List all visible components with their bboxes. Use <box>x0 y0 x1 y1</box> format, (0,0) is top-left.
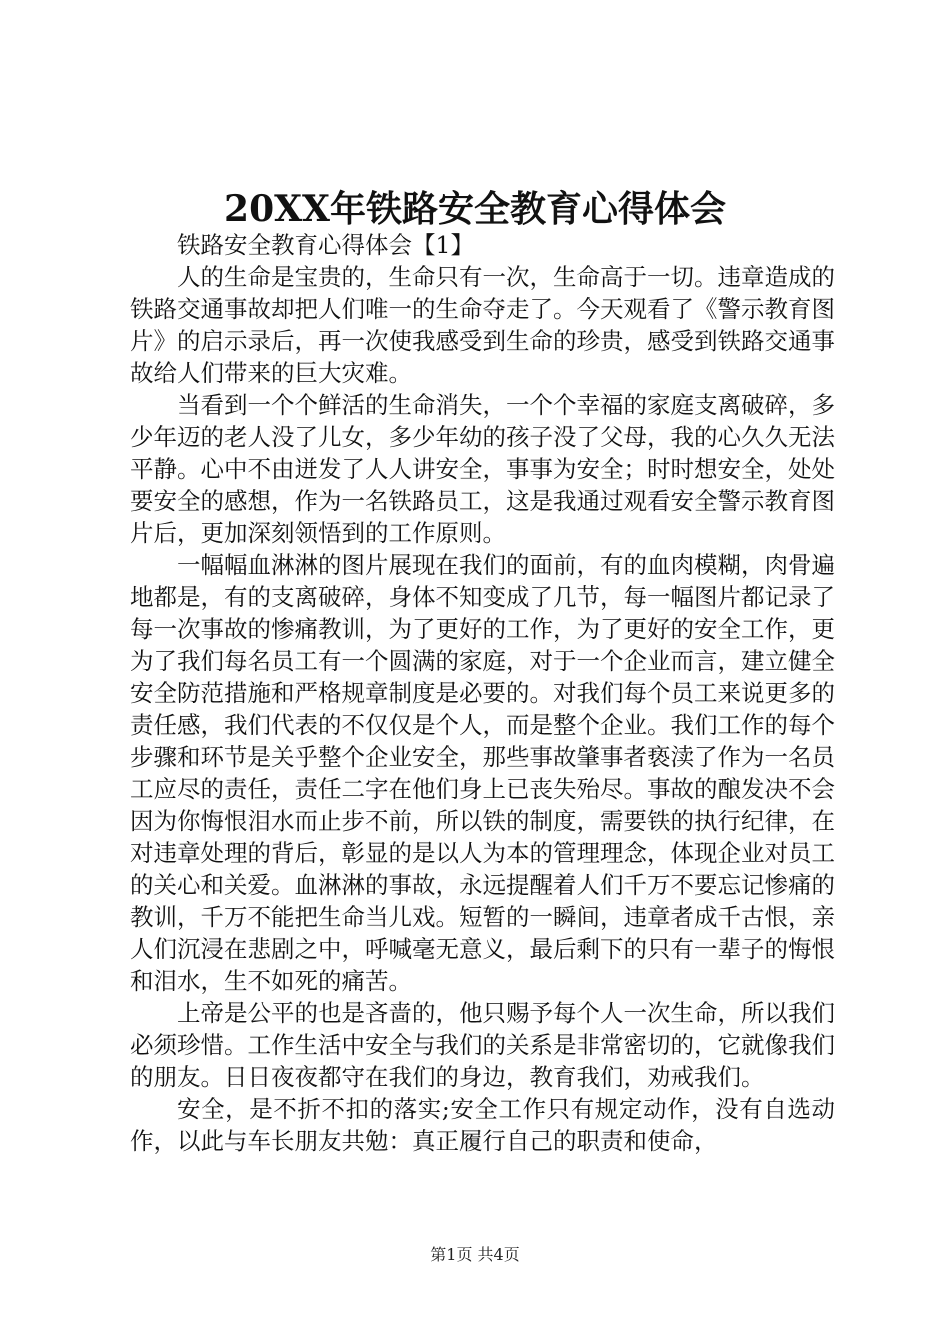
section-heading: 铁路安全教育心得体会【1】 <box>177 231 474 259</box>
paragraph: 当看到一个个鲜活的生命消失，一个个幸福的家庭支离破碎，多少年迈的老人没了儿女，多少年幼的孩子没了父母，我的心久久无法平静。心中不由迸发了人人讲安全，事事为安全；时时想安全，处处要安全的感想，作为一名铁路员工，这是我通过观看安全警示教育图片后，更加深刻领悟到的工作原则。 <box>130 391 835 547</box>
page-number-footer: 第1页 共4页 <box>430 1245 520 1264</box>
paragraph: 人的生命是宝贵的，生命只有一次，生命高于一切。违章造成的铁路交通事故却把人们唯一的生命夺走了。今天观看了《警示教育图片》的启示录后，再一次使我感受到生命的珍贵，感受到铁路交通事故给人们带来的巨大灾难。 <box>130 263 835 387</box>
paragraph: 一幅幅血淋淋的图片展现在我们的面前，有的血肉模糊，肉骨遍地都是，有的支离破碎，身体不知变成了几节，每一幅图片都记录了每一次事故的惨痛教训，为了更好的工作，为了更好的安全工作，更为了我们每名员工有一个圆满的家庭，对于一个企业而言，建立健全安全防范措施和严格规章制度是必要的。对我们每个员工来说更多的责任感，我们代表的不仅仅是个人，而是整个企业。我们工作的每个步骤和环节是关乎整个企业安全，那些事故肇事者亵渎了作为一名员工应尽的责任，责任二字在他们身上已丧失殆尽。事故的酿发决不会因为你悔恨泪水而止步不前，所以铁的制度，需要铁的执行纪律，在对违章处理的背后，彰显的是以人为本的管理理念，体现企业对员工的关心和关爱。血淋淋的事故，永远提醒着人们千万不要忘记惨痛的教训，千万不能把生命当儿戏。短暂的一瞬间，违章者成千古恨，亲人们沉浸在悲剧之中，呼喊毫无意义，最后剩下的只有一辈子的悔恨和泪水，生不如死的痛苦。 <box>130 551 835 995</box>
document-title: 20XX年铁路安全教育心得体会 <box>224 188 726 230</box>
paragraph: 上帝是公平的也是吝啬的，他只赐予每个人一次生命，所以我们必须珍惜。工作生活中安全与我们的关系是非常密切的，它就像我们的朋友。日日夜夜都守在我们的身边，教育我们，劝戒我们。 <box>130 999 835 1091</box>
document-body <box>130 229 835 1157</box>
paragraph: 安全，是不折不扣的落实;安全工作只有规定动作，没有自选动作，以此与车长朋友共勉：真正履行自己的职责和使命， <box>130 1095 835 1155</box>
